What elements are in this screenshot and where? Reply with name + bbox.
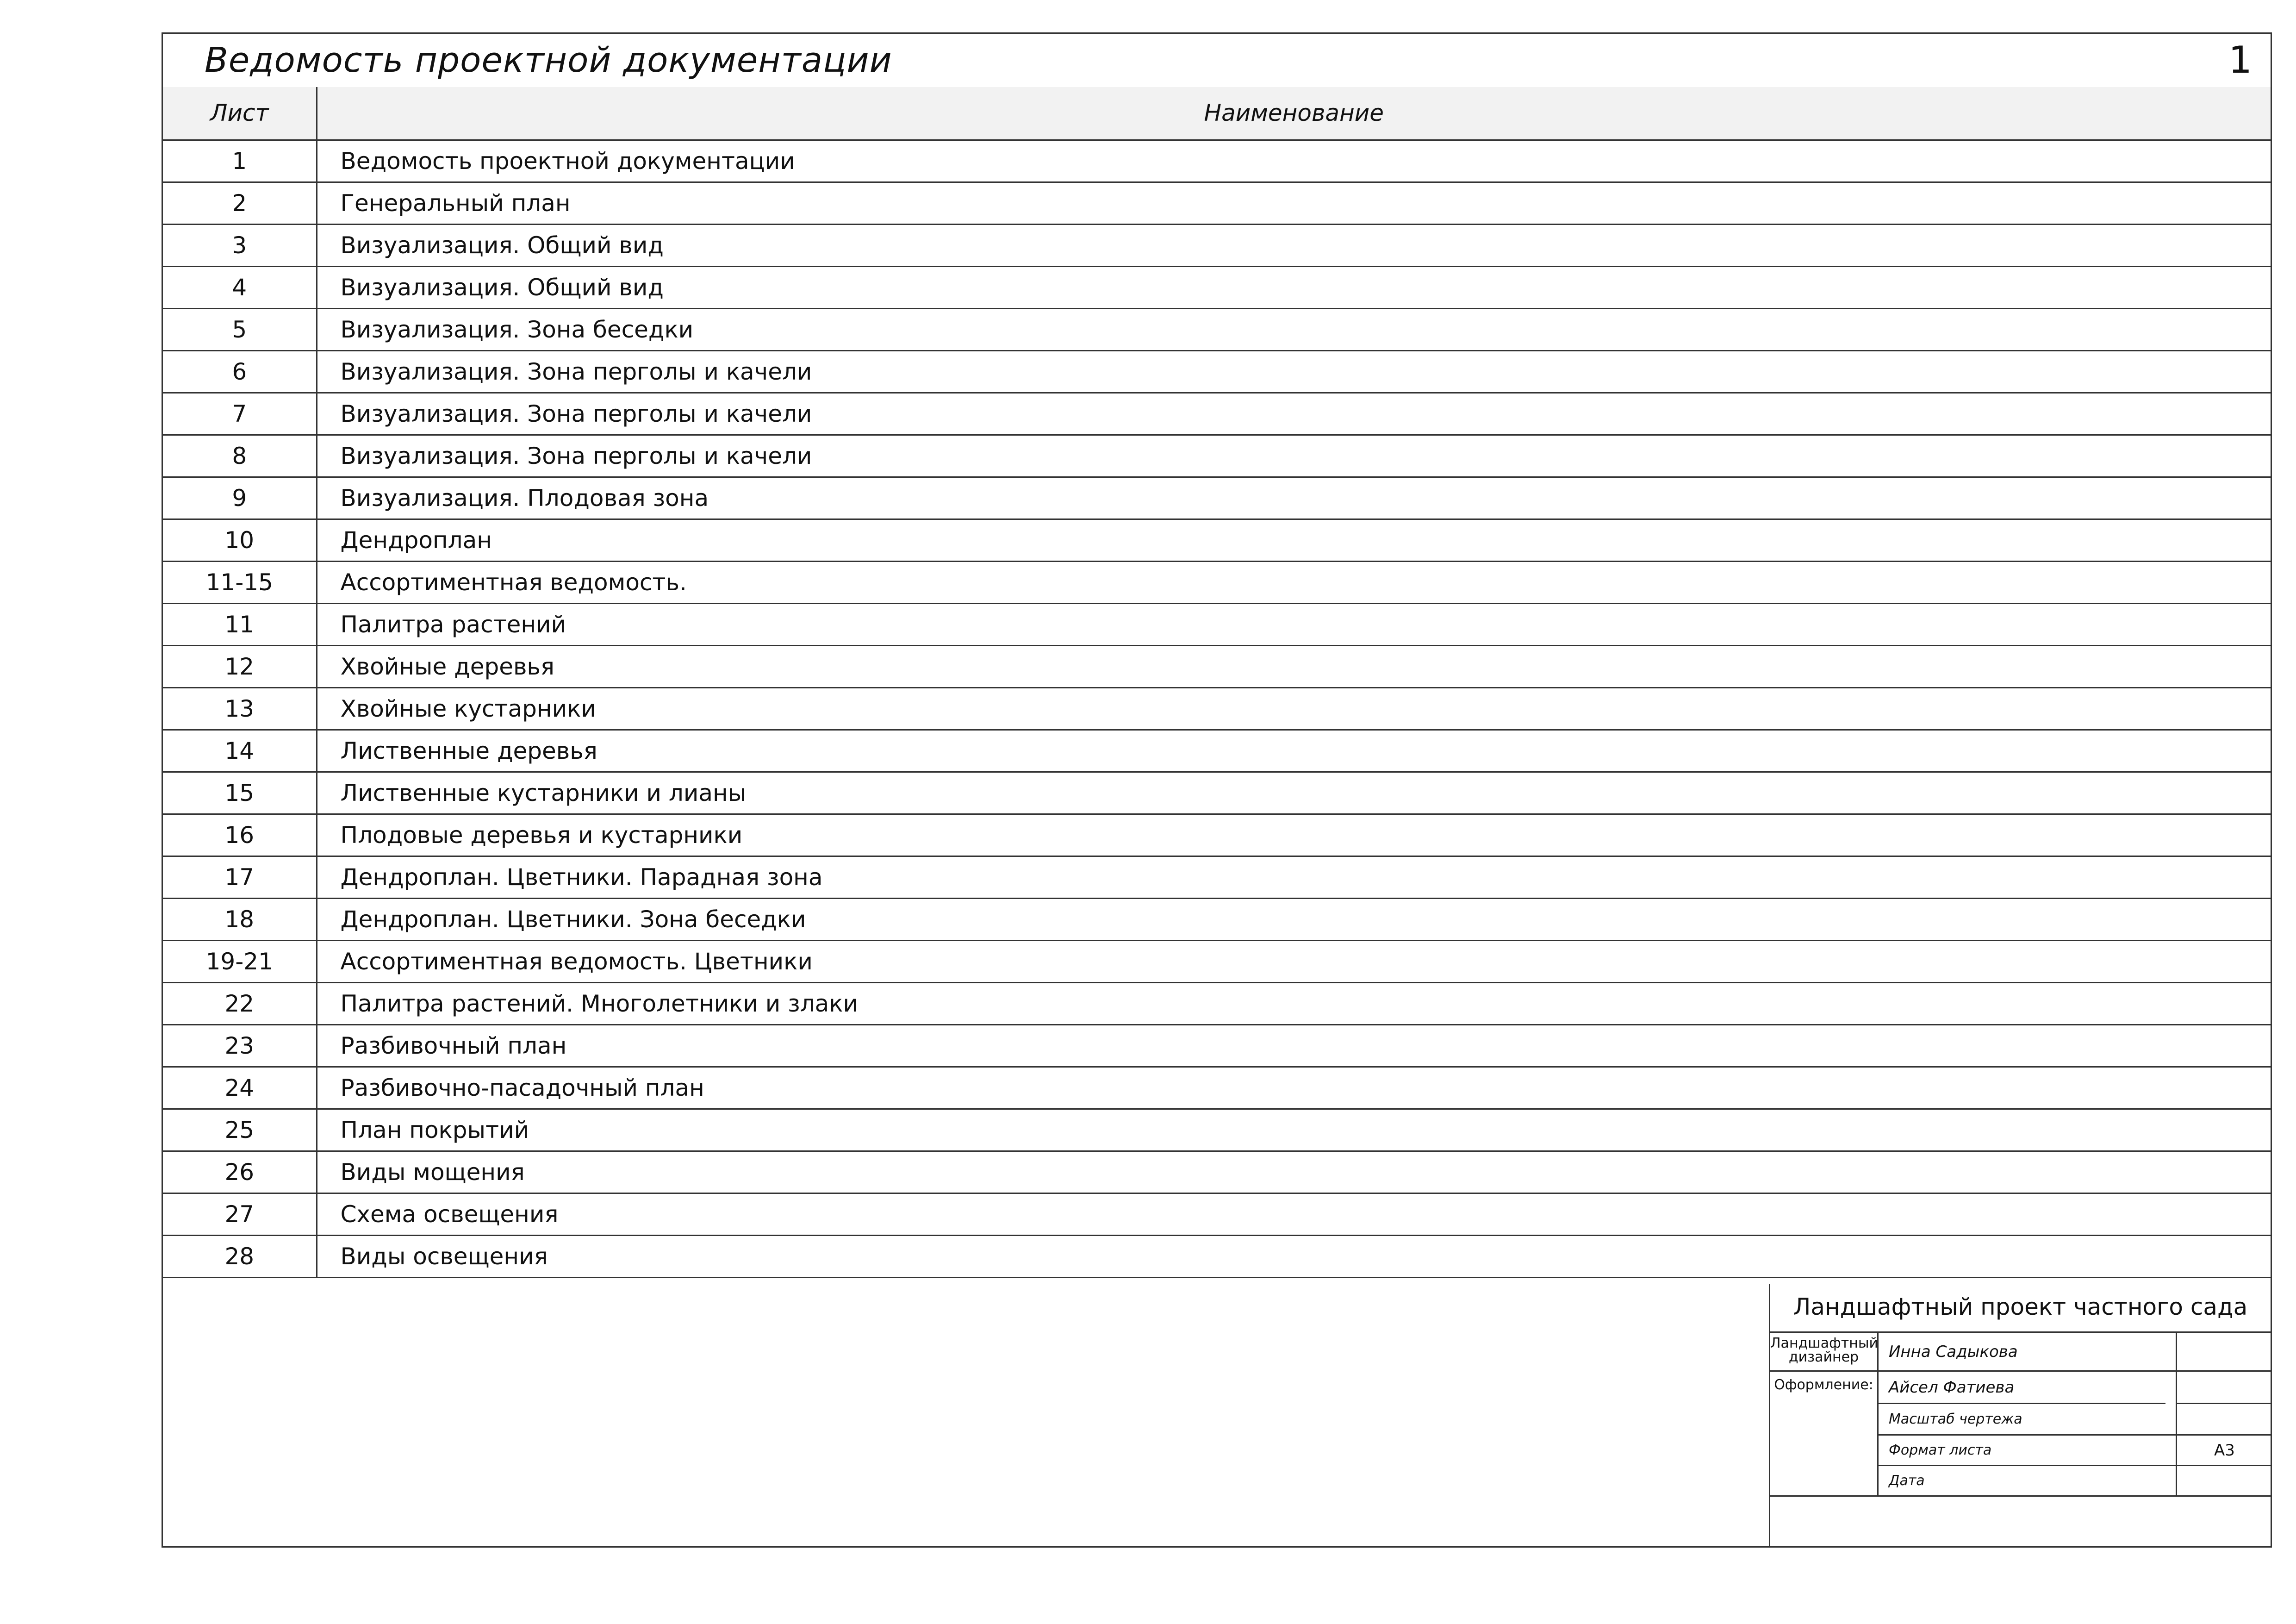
table-row (163, 1193, 2271, 1235)
sheet-number-cell: 16 (163, 814, 317, 856)
table-row (163, 435, 2271, 477)
sheet-number-cell: 4 (163, 266, 317, 308)
designer-signature-cell (2176, 1333, 2272, 1370)
sheet-name-cell: Хвойные деревья (317, 645, 2271, 687)
sheet-number-cell: 11 (163, 603, 317, 645)
sheet-name-cell: Палитра растений (317, 603, 2271, 645)
project-title: Ландшафтный проект частного сада (1770, 1284, 2271, 1333)
sheet-number-cell: 3 (163, 224, 317, 266)
sheet-number-cell: 26 (163, 1151, 317, 1193)
page-number: 1 (2228, 38, 2252, 81)
sheet-number-cell: 25 (163, 1109, 317, 1151)
table-row (163, 856, 2271, 898)
table-row (163, 224, 2271, 266)
sheet-number-cell: 15 (163, 772, 317, 814)
sheet-name-cell: Дендроплан. Цветники. Зона беседки (317, 898, 2271, 940)
sheet-name-cell: Визуализация. Зона перголы и качели (317, 393, 2271, 435)
table-row (163, 393, 2271, 435)
table-row (163, 772, 2271, 814)
date-value (2176, 1466, 2272, 1495)
sheet-name-cell: Хвойные кустарники (317, 687, 2271, 730)
table-row (163, 561, 2271, 603)
sheet-number-cell: 13 (163, 687, 317, 730)
scale-label: Масштаб чертежа (1889, 1411, 2022, 1427)
table-row (163, 519, 2271, 561)
sheet-number-cell: 24 (163, 1067, 317, 1109)
sheet-name-cell: Визуализация. Общий вид (317, 224, 2271, 266)
table-row (163, 687, 2271, 730)
sheet-name-cell: Разбивочный план (317, 1024, 2271, 1067)
date-row (1879, 1466, 2272, 1497)
table-row (163, 1067, 2271, 1109)
layout-signature-cell (2176, 1372, 2272, 1404)
sheet-number-cell: 17 (163, 856, 317, 898)
documentation-register-table (163, 87, 2271, 1278)
drawing-frame (162, 32, 2272, 1548)
sheet-name-cell: Палитра растений. Многолетники и злаки (317, 982, 2271, 1024)
format-row (1879, 1436, 2272, 1466)
table-row (163, 266, 2271, 308)
table-row (163, 1024, 2271, 1067)
stamp-label-spacer (1770, 1404, 1879, 1497)
sheet-number-cell: 9 (163, 477, 317, 519)
sheet-name-cell: Схема освещения (317, 1193, 2271, 1235)
format-value: А3 (2176, 1436, 2272, 1465)
layout-name: Айсел Фатиева (1879, 1372, 2165, 1404)
sheet-name-cell: Визуализация. Общий вид (317, 266, 2271, 308)
sheet-number-cell: 19-21 (163, 940, 317, 982)
sheet-name-cell: Лиственные кустарники и лианы (317, 772, 2271, 814)
sheet-name-cell: Лиственные деревья (317, 730, 2271, 772)
table-row (163, 982, 2271, 1024)
table-row (163, 1151, 2271, 1193)
sheet-name-cell: Ассортиментная ведомость. Цветники (317, 940, 2271, 982)
sheet-name-cell: Плодовые деревья и кустарники (317, 814, 2271, 856)
sheet-number-cell: 5 (163, 308, 317, 350)
sheet-number-cell: 10 (163, 519, 317, 561)
sheet-name-cell: Визуализация. Зона перголы и качели (317, 350, 2271, 393)
sheet-name-cell: Визуализация. Плодовая зона (317, 477, 2271, 519)
table-row (163, 940, 2271, 982)
sheet-number-cell: 2 (163, 182, 317, 224)
designer-row (1770, 1333, 2271, 1372)
table-row (163, 477, 2271, 519)
format-label: Формат листа (1889, 1442, 1992, 1458)
sheet-number-cell: 7 (163, 393, 317, 435)
table-row (163, 814, 2271, 856)
sheet-number-cell: 23 (163, 1024, 317, 1067)
sheet-number-cell: 18 (163, 898, 317, 940)
table-row (163, 645, 2271, 687)
sheet-name-cell: Виды мощения (317, 1151, 2271, 1193)
sheet-number-cell: 12 (163, 645, 317, 687)
table-row (163, 1109, 2271, 1151)
table-row (163, 898, 2271, 940)
table-row (163, 140, 2271, 182)
table-row (163, 308, 2271, 350)
title-bar (163, 34, 2271, 88)
document-title: Ведомость проектной документации (205, 40, 892, 80)
designer-label: Ландшафтный дизайнер (1770, 1333, 1879, 1370)
title-block (1769, 1284, 2271, 1548)
table-row (163, 1235, 2271, 1277)
layout-row (1770, 1372, 2271, 1404)
sheet-number-cell: 22 (163, 982, 317, 1024)
table-row (163, 603, 2271, 645)
sheet-number-cell: 28 (163, 1235, 317, 1277)
sheet-name-cell: Дендроплан. Цветники. Парадная зона (317, 856, 2271, 898)
table-body (163, 140, 2271, 1277)
table-row (163, 350, 2271, 393)
table-header-row (163, 87, 2271, 140)
date-label: Дата (1889, 1473, 1925, 1489)
sheet-column-header: Лист (163, 87, 317, 140)
sheet-name-cell: Ведомость проектной документации (317, 140, 2271, 182)
designer-name: Инна Садыкова (1889, 1342, 2018, 1361)
sheet-name-cell: Ассортиментная ведомость. (317, 561, 2271, 603)
sheet-name-cell: План покрытий (317, 1109, 2271, 1151)
sheet-number-cell: 6 (163, 350, 317, 393)
sheet-number-cell: 14 (163, 730, 317, 772)
table-row (163, 182, 2271, 224)
sheet-number-cell: 8 (163, 435, 317, 477)
name-column-header: Наименование (317, 87, 2271, 140)
sheet-number-cell: 27 (163, 1193, 317, 1235)
scale-value (2176, 1404, 2272, 1434)
sheet-name-cell: Виды освещения (317, 1235, 2271, 1277)
sheet-name-cell: Дендроплан (317, 519, 2271, 561)
scale-row (1879, 1404, 2272, 1436)
sheet-name-cell: Разбивочно-пасадочный план (317, 1067, 2271, 1109)
sheet-number-cell: 1 (163, 140, 317, 182)
sheet-name-cell: Генеральный план (317, 182, 2271, 224)
table-row (163, 730, 2271, 772)
sheet-number-cell: 11-15 (163, 561, 317, 603)
sheet-name-cell: Визуализация. Зона перголы и качели (317, 435, 2271, 477)
sheet-name-cell: Визуализация. Зона беседки (317, 308, 2271, 350)
layout-label: Оформление: (1770, 1372, 1879, 1404)
